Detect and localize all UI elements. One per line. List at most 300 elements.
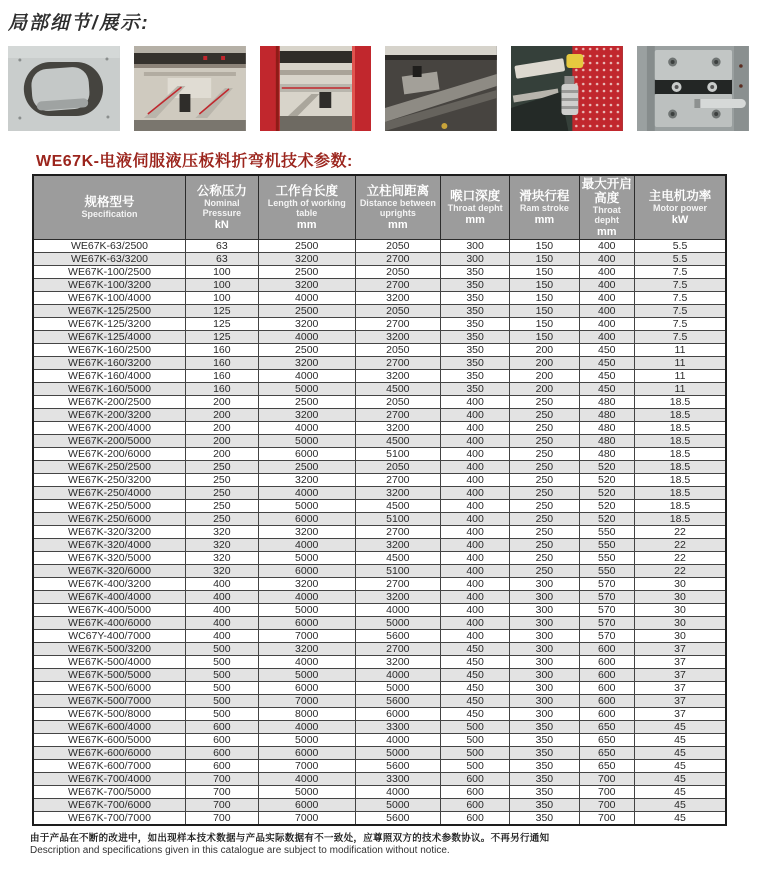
table-cell: 5600 bbox=[355, 760, 440, 773]
table-cell: 150 bbox=[510, 305, 579, 318]
table-cell: 700 bbox=[579, 812, 634, 826]
table-cell: 650 bbox=[579, 734, 634, 747]
table-cell: 45 bbox=[634, 799, 726, 812]
table-cell: 480 bbox=[579, 422, 634, 435]
table-cell: 2700 bbox=[355, 253, 440, 266]
table-row bbox=[33, 240, 726, 253]
table-cell: 570 bbox=[579, 630, 634, 643]
table-cell: 7.5 bbox=[634, 331, 726, 344]
table-row bbox=[33, 786, 726, 799]
table-cell: 500 bbox=[185, 695, 258, 708]
table-cell: 350 bbox=[510, 721, 579, 734]
table-cell: 400 bbox=[440, 409, 509, 422]
table-cell: WE67K-400/5000 bbox=[33, 604, 185, 617]
table-cell: 350 bbox=[440, 383, 509, 396]
table-cell: 350 bbox=[440, 279, 509, 292]
table-cell: 2700 bbox=[355, 357, 440, 370]
table-cell: 350 bbox=[510, 812, 579, 826]
table-cell: 5000 bbox=[258, 669, 355, 682]
table-cell: 30 bbox=[634, 578, 726, 591]
table-cell: 3200 bbox=[258, 409, 355, 422]
table-cell: 520 bbox=[579, 500, 634, 513]
table-cell: 4000 bbox=[258, 487, 355, 500]
table-cell: 520 bbox=[579, 461, 634, 474]
table-cell: WE67K-700/7000 bbox=[33, 812, 185, 826]
table-cell: 300 bbox=[440, 253, 509, 266]
table-cell: 3300 bbox=[355, 721, 440, 734]
table-cell: 5000 bbox=[355, 799, 440, 812]
table-cell: 350 bbox=[510, 760, 579, 773]
table-row bbox=[33, 279, 726, 292]
machine-part-image bbox=[134, 46, 246, 131]
table-cell: WE67K-125/4000 bbox=[33, 331, 185, 344]
table-cell: 150 bbox=[510, 279, 579, 292]
table-cell: 6000 bbox=[258, 747, 355, 760]
table-cell: 250 bbox=[185, 474, 258, 487]
table-cell: WE67K-250/6000 bbox=[33, 513, 185, 526]
table-cell: 37 bbox=[634, 695, 726, 708]
table-cell: 18.5 bbox=[634, 396, 726, 409]
table-cell: 4000 bbox=[355, 786, 440, 799]
table-cell: 400 bbox=[440, 565, 509, 578]
table-cell: 320 bbox=[185, 539, 258, 552]
table-cell: WE67K-600/5000 bbox=[33, 734, 185, 747]
table-cell: 600 bbox=[440, 812, 509, 826]
table-row bbox=[33, 591, 726, 604]
table-cell: 5000 bbox=[258, 604, 355, 617]
table-cell: 500 bbox=[185, 656, 258, 669]
table-cell: 400 bbox=[440, 604, 509, 617]
table-row bbox=[33, 578, 726, 591]
table-cell: 300 bbox=[510, 656, 579, 669]
table-cell: 550 bbox=[579, 552, 634, 565]
table-cell: 350 bbox=[510, 773, 579, 786]
table-cell: 2050 bbox=[355, 461, 440, 474]
table-cell: 2500 bbox=[258, 305, 355, 318]
table-cell: 500 bbox=[440, 721, 509, 734]
table-cell: 4000 bbox=[258, 292, 355, 305]
machine-part-image bbox=[260, 46, 372, 131]
table-cell: 37 bbox=[634, 682, 726, 695]
table-row bbox=[33, 643, 726, 656]
table-cell: 18.5 bbox=[634, 500, 726, 513]
table-cell: 650 bbox=[579, 760, 634, 773]
table-cell: WE67K-400/6000 bbox=[33, 617, 185, 630]
table-cell: 3200 bbox=[258, 279, 355, 292]
table-cell: 600 bbox=[185, 734, 258, 747]
table-cell: WE67K-63/3200 bbox=[33, 253, 185, 266]
spec-table-body bbox=[33, 240, 726, 826]
table-cell: 4000 bbox=[258, 370, 355, 383]
table-cell: 4500 bbox=[355, 435, 440, 448]
table-cell: 22 bbox=[634, 565, 726, 578]
table-row bbox=[33, 708, 726, 721]
table-cell: 400 bbox=[440, 487, 509, 500]
table-cell: 320 bbox=[185, 565, 258, 578]
table-cell: 5600 bbox=[355, 812, 440, 826]
table-cell: 5000 bbox=[258, 500, 355, 513]
table-row bbox=[33, 721, 726, 734]
table-cell: 45 bbox=[634, 734, 726, 747]
table-cell: 700 bbox=[185, 773, 258, 786]
table-cell: 37 bbox=[634, 669, 726, 682]
table-cell: WE67K-125/3200 bbox=[33, 318, 185, 331]
table-row bbox=[33, 539, 726, 552]
machine-part-image bbox=[637, 46, 749, 131]
table-cell: 400 bbox=[440, 448, 509, 461]
table-cell: 350 bbox=[440, 318, 509, 331]
table-cell: 30 bbox=[634, 604, 726, 617]
table-cell: WE67K-320/4000 bbox=[33, 539, 185, 552]
table-cell: 160 bbox=[185, 344, 258, 357]
table-cell: WE67K-100/3200 bbox=[33, 279, 185, 292]
header-row bbox=[33, 175, 726, 240]
table-cell: 18.5 bbox=[634, 448, 726, 461]
table-cell: 4000 bbox=[258, 331, 355, 344]
table-cell: 550 bbox=[579, 526, 634, 539]
table-cell: 7.5 bbox=[634, 279, 726, 292]
table-cell: 300 bbox=[510, 695, 579, 708]
table-cell: 400 bbox=[185, 617, 258, 630]
table-cell: 150 bbox=[510, 331, 579, 344]
table-cell: 200 bbox=[510, 370, 579, 383]
table-cell: 30 bbox=[634, 630, 726, 643]
table-cell: 30 bbox=[634, 617, 726, 630]
table-cell: 5000 bbox=[258, 552, 355, 565]
table-cell: WE67K-250/3200 bbox=[33, 474, 185, 487]
table-cell: 320 bbox=[185, 526, 258, 539]
table-cell: 2500 bbox=[258, 266, 355, 279]
table-cell: 150 bbox=[510, 292, 579, 305]
table-cell: 18.5 bbox=[634, 513, 726, 526]
table-row bbox=[33, 409, 726, 422]
table-cell: 350 bbox=[510, 786, 579, 799]
table-cell: 5100 bbox=[355, 448, 440, 461]
machine-part-image bbox=[385, 46, 497, 131]
table-cell: 600 bbox=[185, 721, 258, 734]
table-cell: 4000 bbox=[258, 656, 355, 669]
table-cell: 45 bbox=[634, 786, 726, 799]
machine-part-image bbox=[511, 46, 623, 131]
table-cell: WE67K-200/5000 bbox=[33, 435, 185, 448]
table-cell: 11 bbox=[634, 370, 726, 383]
table-cell: 37 bbox=[634, 643, 726, 656]
table-cell: WE67K-160/4000 bbox=[33, 370, 185, 383]
table-row bbox=[33, 799, 726, 812]
table-cell: 300 bbox=[510, 669, 579, 682]
table-cell: 250 bbox=[510, 513, 579, 526]
table-row bbox=[33, 682, 726, 695]
table-cell: 400 bbox=[579, 253, 634, 266]
table-cell: 250 bbox=[185, 513, 258, 526]
table-cell: 5.5 bbox=[634, 253, 726, 266]
table-cell: 5000 bbox=[355, 617, 440, 630]
table-title: WE67K-电液伺服液压板料折弯机技术参数: bbox=[36, 153, 353, 170]
product-photo-lubricator bbox=[511, 46, 623, 131]
table-cell: 3200 bbox=[258, 526, 355, 539]
table-row bbox=[33, 552, 726, 565]
table-cell: 700 bbox=[185, 812, 258, 826]
table-cell: 250 bbox=[185, 461, 258, 474]
table-cell: 400 bbox=[579, 266, 634, 279]
table-cell: 5000 bbox=[355, 682, 440, 695]
table-cell: 160 bbox=[185, 383, 258, 396]
table-row bbox=[33, 487, 726, 500]
table-cell: 2050 bbox=[355, 266, 440, 279]
table-row bbox=[33, 357, 726, 370]
table-cell: 250 bbox=[510, 487, 579, 500]
table-cell: 350 bbox=[440, 292, 509, 305]
table-cell: 300 bbox=[510, 630, 579, 643]
table-cell: 500 bbox=[440, 734, 509, 747]
table-cell: WC67Y-400/7000 bbox=[33, 630, 185, 643]
spec-table bbox=[32, 174, 727, 826]
table-cell: WE67K-500/8000 bbox=[33, 708, 185, 721]
table-cell: 300 bbox=[510, 682, 579, 695]
table-cell: WE67K-500/3200 bbox=[33, 643, 185, 656]
table-cell: 650 bbox=[579, 747, 634, 760]
column-header-7: 最大开启高度 Throat depht mm bbox=[579, 175, 634, 240]
table-cell: 100 bbox=[185, 292, 258, 305]
table-cell: 520 bbox=[579, 474, 634, 487]
page-title: 局部细节/展示: bbox=[8, 13, 150, 34]
table-cell: 3200 bbox=[355, 331, 440, 344]
table-cell: 45 bbox=[634, 812, 726, 826]
table-row bbox=[33, 513, 726, 526]
table-row bbox=[33, 318, 726, 331]
table-cell: 400 bbox=[440, 552, 509, 565]
table-cell: 400 bbox=[579, 279, 634, 292]
table-cell: 22 bbox=[634, 526, 726, 539]
machine-part-image bbox=[8, 46, 120, 131]
table-cell: WE67K-200/3200 bbox=[33, 409, 185, 422]
table-cell: 250 bbox=[510, 461, 579, 474]
table-cell: 160 bbox=[185, 357, 258, 370]
table-cell: WE67K-125/2500 bbox=[33, 305, 185, 318]
table-cell: 3200 bbox=[355, 422, 440, 435]
table-cell: 200 bbox=[510, 357, 579, 370]
table-cell: 125 bbox=[185, 331, 258, 344]
table-cell: 3200 bbox=[258, 318, 355, 331]
table-cell: 400 bbox=[440, 500, 509, 513]
table-cell: 2700 bbox=[355, 643, 440, 656]
table-cell: WE67K-200/4000 bbox=[33, 422, 185, 435]
table-cell: WE67K-100/2500 bbox=[33, 266, 185, 279]
table-cell: 3200 bbox=[355, 656, 440, 669]
table-cell: 2700 bbox=[355, 526, 440, 539]
table-cell: 600 bbox=[185, 747, 258, 760]
table-cell: 5.5 bbox=[634, 240, 726, 253]
table-cell: 350 bbox=[440, 344, 509, 357]
table-cell: 500 bbox=[440, 747, 509, 760]
column-header-1: 规格型号 Specification bbox=[33, 175, 185, 240]
table-cell: 500 bbox=[185, 682, 258, 695]
table-cell: 5000 bbox=[355, 747, 440, 760]
table-cell: 700 bbox=[579, 773, 634, 786]
table-cell: 37 bbox=[634, 656, 726, 669]
table-cell: 7000 bbox=[258, 695, 355, 708]
table-cell: 300 bbox=[510, 643, 579, 656]
table-cell: 570 bbox=[579, 591, 634, 604]
table-cell: 6000 bbox=[258, 513, 355, 526]
table-cell: 8000 bbox=[258, 708, 355, 721]
table-cell: 520 bbox=[579, 513, 634, 526]
table-cell: 250 bbox=[510, 539, 579, 552]
table-row bbox=[33, 422, 726, 435]
table-row bbox=[33, 253, 726, 266]
table-cell: WE67K-250/2500 bbox=[33, 461, 185, 474]
table-cell: 450 bbox=[440, 682, 509, 695]
table-cell: 45 bbox=[634, 747, 726, 760]
table-row bbox=[33, 396, 726, 409]
table-cell: 2500 bbox=[258, 344, 355, 357]
table-cell: 250 bbox=[185, 487, 258, 500]
table-cell: 4000 bbox=[258, 591, 355, 604]
table-cell: 150 bbox=[510, 240, 579, 253]
table-cell: 2050 bbox=[355, 344, 440, 357]
table-cell: 5600 bbox=[355, 630, 440, 643]
table-row bbox=[33, 747, 726, 760]
table-cell: 400 bbox=[440, 461, 509, 474]
table-cell: 11 bbox=[634, 383, 726, 396]
table-cell: 450 bbox=[579, 357, 634, 370]
table-cell: 7.5 bbox=[634, 266, 726, 279]
table-cell: 300 bbox=[440, 240, 509, 253]
table-cell: WE67K-400/3200 bbox=[33, 578, 185, 591]
table-cell: 520 bbox=[579, 487, 634, 500]
table-cell: 450 bbox=[440, 656, 509, 669]
table-cell: 18.5 bbox=[634, 461, 726, 474]
table-cell: 400 bbox=[185, 630, 258, 643]
table-cell: 3200 bbox=[258, 578, 355, 591]
table-row bbox=[33, 448, 726, 461]
table-cell: 700 bbox=[185, 799, 258, 812]
table-cell: 3200 bbox=[355, 487, 440, 500]
table-cell: 300 bbox=[510, 591, 579, 604]
table-cell: 6000 bbox=[258, 565, 355, 578]
table-cell: 200 bbox=[185, 409, 258, 422]
table-cell: 650 bbox=[579, 721, 634, 734]
table-cell: 400 bbox=[579, 240, 634, 253]
table-cell: 2700 bbox=[355, 474, 440, 487]
table-cell: 11 bbox=[634, 357, 726, 370]
table-cell: 18.5 bbox=[634, 422, 726, 435]
table-cell: 7.5 bbox=[634, 292, 726, 305]
table-cell: 350 bbox=[440, 357, 509, 370]
table-cell: 600 bbox=[579, 682, 634, 695]
table-cell: 600 bbox=[579, 656, 634, 669]
table-cell: 22 bbox=[634, 552, 726, 565]
table-cell: 320 bbox=[185, 552, 258, 565]
product-photo-backgauge bbox=[134, 46, 246, 131]
table-cell: 2050 bbox=[355, 305, 440, 318]
table-cell: 22 bbox=[634, 539, 726, 552]
table-cell: 45 bbox=[634, 760, 726, 773]
table-cell: 2050 bbox=[355, 240, 440, 253]
table-cell: 350 bbox=[440, 331, 509, 344]
table-cell: 250 bbox=[185, 500, 258, 513]
column-header-2: 公称压力 Nominal Pressure kN bbox=[185, 175, 258, 240]
table-cell: 600 bbox=[440, 786, 509, 799]
table-cell: 250 bbox=[510, 526, 579, 539]
table-cell: 4000 bbox=[258, 773, 355, 786]
table-cell: 3200 bbox=[258, 474, 355, 487]
table-cell: 400 bbox=[185, 578, 258, 591]
table-cell: 2700 bbox=[355, 578, 440, 591]
table-cell: WE67K-320/3200 bbox=[33, 526, 185, 539]
product-photo-clamp-block bbox=[637, 46, 749, 131]
table-row bbox=[33, 812, 726, 826]
table-cell: 250 bbox=[510, 422, 579, 435]
table-cell: 250 bbox=[510, 448, 579, 461]
table-cell: 2500 bbox=[258, 396, 355, 409]
table-cell: 4000 bbox=[355, 604, 440, 617]
table-cell: WE67K-250/4000 bbox=[33, 487, 185, 500]
table-cell: 7.5 bbox=[634, 318, 726, 331]
table-cell: 45 bbox=[634, 721, 726, 734]
table-cell: 600 bbox=[579, 643, 634, 656]
table-cell: 200 bbox=[185, 396, 258, 409]
table-cell: 4500 bbox=[355, 500, 440, 513]
footer-note-cn: 由于产品在不断的改进中，如出现样本技术数据与产品实际数据有不一致处，应尊照双方的技术参数协议。不再另行通知 bbox=[30, 833, 550, 844]
column-header-8: 主电机功率 Motor power kW bbox=[634, 175, 726, 240]
table-cell: WE67K-200/6000 bbox=[33, 448, 185, 461]
table-cell: 150 bbox=[510, 253, 579, 266]
table-cell: 3200 bbox=[355, 539, 440, 552]
table-cell: 500 bbox=[185, 669, 258, 682]
table-cell: 4500 bbox=[355, 383, 440, 396]
table-cell: 3200 bbox=[355, 591, 440, 604]
table-cell: 300 bbox=[510, 578, 579, 591]
table-cell: 250 bbox=[510, 474, 579, 487]
table-cell: 4500 bbox=[355, 552, 440, 565]
product-photo-oval-slot bbox=[8, 46, 120, 131]
table-cell: 5100 bbox=[355, 565, 440, 578]
table-cell: 4000 bbox=[258, 539, 355, 552]
table-cell: 600 bbox=[185, 760, 258, 773]
table-cell: 3200 bbox=[355, 370, 440, 383]
table-cell: 350 bbox=[440, 305, 509, 318]
table-cell: 300 bbox=[510, 708, 579, 721]
table-cell: 125 bbox=[185, 305, 258, 318]
table-cell: 400 bbox=[185, 604, 258, 617]
table-cell: 400 bbox=[440, 474, 509, 487]
column-header-4: 立柱间距离 Distance between uprights mm bbox=[355, 175, 440, 240]
table-cell: 400 bbox=[185, 591, 258, 604]
table-cell: 5100 bbox=[355, 513, 440, 526]
table-cell: 200 bbox=[510, 383, 579, 396]
table-row bbox=[33, 565, 726, 578]
table-cell: WE67K-700/5000 bbox=[33, 786, 185, 799]
table-cell: 160 bbox=[185, 370, 258, 383]
table-cell: 700 bbox=[579, 799, 634, 812]
table-row bbox=[33, 344, 726, 357]
table-cell: 7000 bbox=[258, 812, 355, 826]
table-cell: WE67K-500/4000 bbox=[33, 656, 185, 669]
table-cell: 550 bbox=[579, 565, 634, 578]
table-cell: 200 bbox=[185, 435, 258, 448]
table-cell: 400 bbox=[579, 305, 634, 318]
table-cell: 570 bbox=[579, 578, 634, 591]
table-cell: 3300 bbox=[355, 773, 440, 786]
table-cell: 600 bbox=[579, 708, 634, 721]
table-cell: WE67K-200/2500 bbox=[33, 396, 185, 409]
table-cell: 500 bbox=[185, 708, 258, 721]
table-cell: WE67K-160/5000 bbox=[33, 383, 185, 396]
table-cell: 450 bbox=[440, 708, 509, 721]
table-cell: 400 bbox=[440, 630, 509, 643]
table-row bbox=[33, 383, 726, 396]
